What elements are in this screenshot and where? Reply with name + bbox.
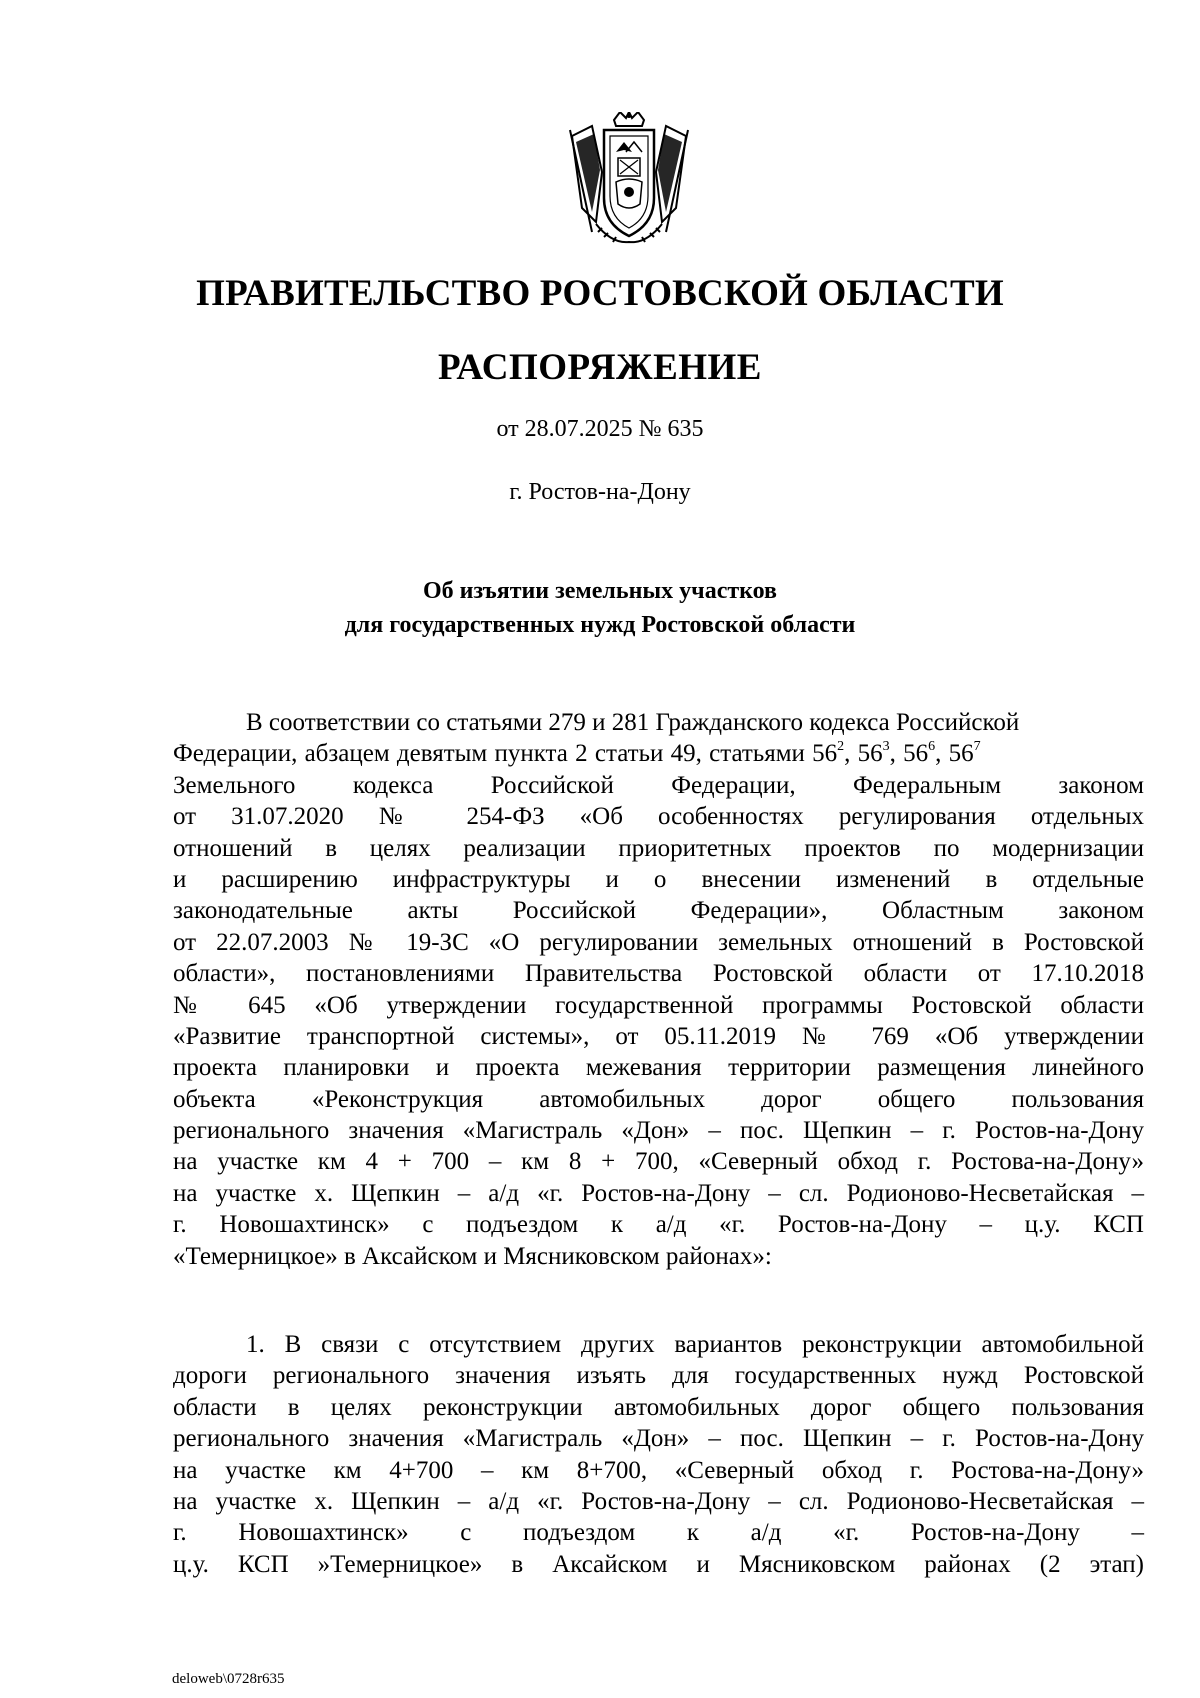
text-line: на участке км 4+700 – км 8+700, «Северный обход г. Ростова-на-Дону» [173,1456,1144,1484]
text-line: № 645 «Об утверждении государственной программы Ростовской области [173,991,1144,1019]
text-fragment: Федерации, абзацем девятым пункта 2 статьи 49, статьями 56 [173,740,838,768]
item-1-paragraph [173,1329,1144,1580]
file-reference: deloweb\0728r635 [172,1671,285,1687]
preamble-paragraph [173,707,1144,1272]
text-line: законодательные акты Российской Федерации», Областным законом [173,897,1144,925]
text-line: ц.у. КСП »Темерницкое» в Аксайском и Мясниковском районах (2 этап) [173,1550,1144,1578]
superscript: 7 [973,739,981,755]
text-line: «Развитие транспортной системы», от 05.11.2019 № 769 «Об утверждении [173,1022,1144,1050]
text-line: «Темерницкое» в Аксайском и Мясниковском районах»: [173,1242,772,1270]
text-line: г. Новошахтинск» с подъездом к а/д «г. Ростов-на-Дону – [173,1519,1144,1547]
document-type: РАСПОРЯЖЕНИЕ [437,347,762,388]
text-line: от 31.07.2020 № 254-ФЗ «Об особенностях регулирования отдельных [173,803,1144,831]
text-fragment: , 56 [889,740,929,768]
subject-line: Об изъятии земельных участков [422,578,778,604]
text-line: на участке х. Щепкин – а/д «г. Ростов-на-Дону – сл. Родионово-Несветайская – [173,1487,1144,1515]
text-line: регионального значения «Магистраль «Дон» – пос. Щепкин – г. Ростов-на-Дону [173,1117,1144,1145]
text-line: В соответствии со статьями 279 и 281 Гражданского кодекса Российской [246,709,1020,736]
document-city: г. Ростов-на-Дону [509,479,691,505]
text-fragment: , 56 [935,740,974,768]
superscript: 3 [882,739,890,755]
organization-title: ПРАВИТЕЛЬСТВО РОСТОВСКОЙ ОБЛАСТИ [196,273,1004,314]
text-line: объекта «Реконструкция автомобильных дорог общего пользования [173,1085,1144,1113]
document-date-number: от 28.07.2025 № 635 [496,416,704,442]
text-fragment: , 56 [844,740,883,768]
text-line [173,738,1144,769]
text-line: от 22.07.2003 № 19-ЗС «О регулировании земельных отношений в Ростовской [173,928,1144,956]
text-line: дороги регионального значения изъять для государственных нужд Ростовской [173,1362,1144,1390]
superscript: 6 [928,739,936,755]
text-line: Земельного кодекса Российской Федерации, Федеральным законом [173,771,1144,799]
subject-line: для государственных нужд Ростовской области [344,612,856,638]
text-line: регионального значения «Магистраль «Дон» – пос. Щепкин – г. Ростов-на-Дону [173,1425,1144,1453]
text-line: области», постановлениями Правительства Ростовской области от 17.10.2018 [173,960,1144,988]
text-line: 1. В связи с отсутствием других вариантов реконструкции автомобильной [246,1331,1144,1358]
text-line: на участке х. Щепкин – а/д «г. Ростов-на-Дону – сл. Родионово-Несветайская – [173,1179,1144,1207]
text-line: проекта планировки и проекта межевания территории размещения линейного [173,1054,1144,1082]
text-line: отношений в целях реализации приоритетных проектов по модернизации [173,834,1144,862]
text-line: г. Новошахтинск» с подъездом к а/д «г. Ростов-на-Дону – ц.у. КСП [173,1211,1144,1239]
coat-of-arms-icon [562,112,696,246]
text-line: на участке км 4 + 700 – км 8 + 700, «Северный обход г. Ростова-на-Дону» [173,1148,1144,1176]
text-line: области в целях реконструкции автомобильных дорог общего пользования [173,1393,1144,1421]
superscript: 2 [837,739,845,755]
text-line: и расширению инфраструктуры и о внесении изменений в отдельные [173,865,1144,893]
document-subject [0,574,1200,642]
